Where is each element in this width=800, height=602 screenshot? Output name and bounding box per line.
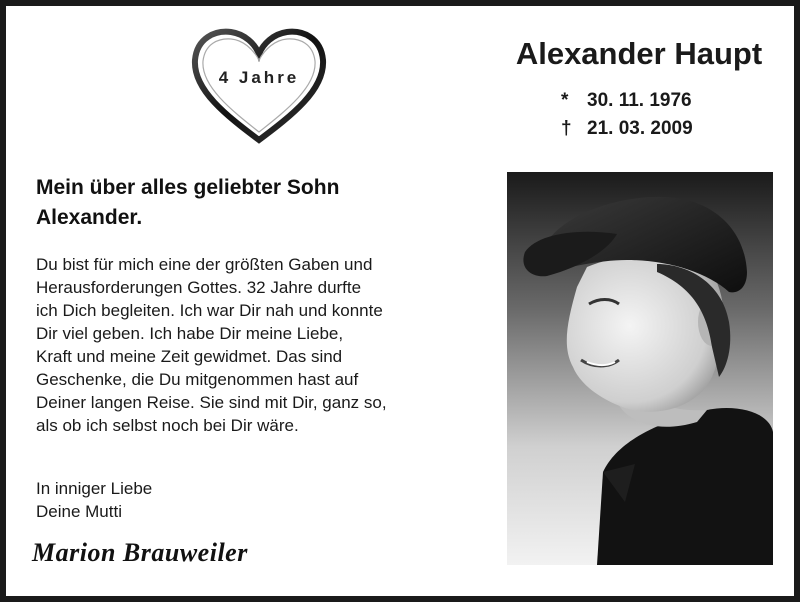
death-date: 21. 03. 2009 bbox=[587, 118, 693, 139]
message-line: als ob ich selbst noch bei Dir wäre. bbox=[36, 416, 299, 435]
message-line: Deiner langen Reise. Sie sind mit Dir, ganz so, bbox=[36, 393, 387, 412]
closing-line: Deine Mutti bbox=[36, 502, 122, 521]
signature: Marion Brauweiler bbox=[32, 538, 248, 567]
deceased-name: Alexander Haupt bbox=[515, 36, 763, 71]
death-cross-icon: † bbox=[561, 118, 572, 139]
message-line: ich Dich begleiten. Ich war Dir nah und konnte bbox=[36, 301, 383, 320]
birth-star-icon: * bbox=[561, 90, 569, 111]
message-line: Du bist für mich eine der größten Gaben und bbox=[36, 255, 373, 274]
years-label: 4 Jahre bbox=[218, 68, 300, 87]
message-line: Geschenke, die Du mitgenommen hast auf bbox=[36, 370, 359, 389]
birth-date-line bbox=[561, 90, 692, 112]
headline-line: Mein über alles geliebter Sohn bbox=[36, 176, 340, 199]
headline bbox=[36, 173, 476, 233]
message-line: Kraft und meine Zeit gewidmet. Das sind bbox=[36, 347, 343, 366]
headline-line: Alexander. bbox=[36, 206, 143, 229]
closing-line: In inniger Liebe bbox=[36, 479, 153, 498]
message-line: Herausforderungen Gottes. 32 Jahre durfte bbox=[36, 278, 362, 297]
message-line: Dir viel geben. Ich habe Dir meine Liebe, bbox=[36, 324, 344, 343]
portrait-photo bbox=[507, 172, 773, 565]
closing bbox=[36, 477, 336, 523]
memorial-message bbox=[36, 253, 486, 437]
birth-date: 30. 11. 1976 bbox=[587, 90, 692, 111]
death-date-line bbox=[561, 118, 693, 140]
